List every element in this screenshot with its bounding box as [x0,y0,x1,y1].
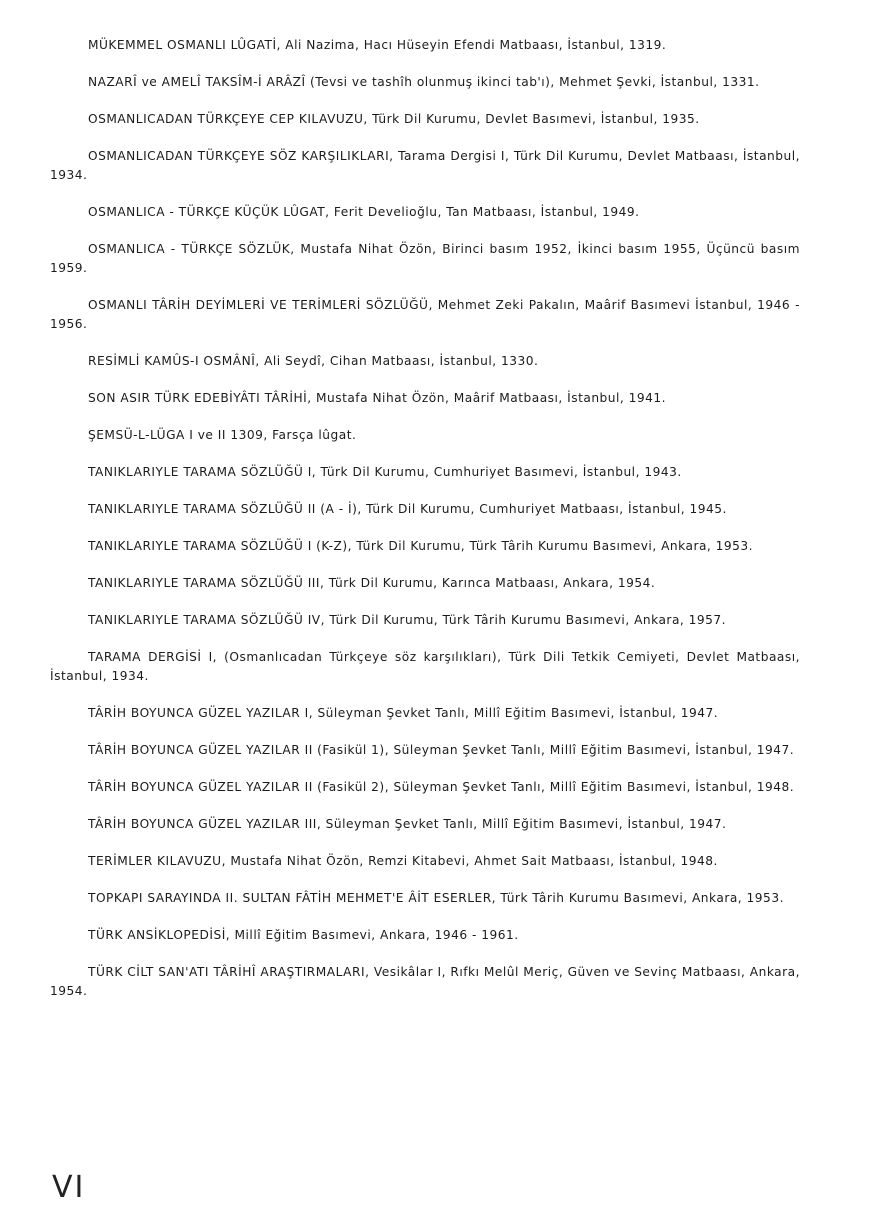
bibliography-entry: OSMANLICADAN TÜRKÇEYE CEP KILAVUZU, Türk Dil Kurumu, Devlet Basımevi, İstanbul, 1935. [88,112,700,126]
bibliography-entry: ŞEMSÜ-L-LÜGA I ve II 1309, Farsça lûgat. [88,428,357,442]
bibliography-entry: NAZARÎ ve AMELÎ TAKSÎM-İ ARÂZÎ (Tevsi ve tashîh olunmuş ikinci tab'ı), Mehmet Şevki, İstanbul, 1331. [88,75,760,89]
bibliography-entry: OSMANLICADAN TÜRKÇEYE SÖZ KARŞILIKLARI, Tarama Dergisi I, Türk Dil Kurumu, Devlet Matbaası, İstanbul, 1934. [50,149,800,182]
bibliography-entry: TÜRK CİLT SAN'ATI TÂRİHÎ ARAŞTIRMALARI, Vesikâlar I, Rıfkı Melûl Meriç, Güven ve Sevinç Matbaası, Ankara, 1954. [50,965,800,998]
page-number: VI [52,1170,86,1205]
bibliography-entry: TARAMA DERGİSİ I, (Osmanlıcadan Türkçeye söz karşılıkları), Türk Dili Tetkik Cemiyeti, Devlet Matbaası, İstanbul, 1934. [50,650,800,683]
bibliography-entry: TERİMLER KILAVUZU, Mustafa Nihat Özön, Remzi Kitabevi, Ahmet Sait Matbaası, İstanbul, 1948. [88,854,718,868]
bibliography-entry: OSMANLI TÂRİH DEYİMLERİ VE TERİMLERİ SÖZLÜĞÜ, Mehmet Zeki Pakalın, Maârif Basımevi İstanbul, 1946 - 1956. [50,298,800,331]
bibliography-entry: MÜKEMMEL OSMANLI LÛGATİ, Ali Nazima, Hacı Hüseyin Efendi Matbaası, İstanbul, 1319. [88,38,667,52]
bibliography-entry: TANIKLARIYLE TARAMA SÖZLÜĞÜ II (A - İ), Türk Dil Kurumu, Cumhuriyet Matbaası, İstanbul, 1945. [88,502,727,516]
bibliography-entry: TANIKLARIYLE TARAMA SÖZLÜĞÜ I (K-Z), Türk Dil Kurumu, Türk Târih Kurumu Basımevi, Ankara, 1953. [88,539,754,553]
bibliography-entry: TÂRİH BOYUNCA GÜZEL YAZILAR III, Süleyman Şevket Tanlı, Millî Eğitim Basımevi, İstanbul, 1947. [88,817,727,831]
bibliography-entry: RESİMLİ KAMÛS-I OSMÂNÎ, Ali Seydî, Cihan Matbaası, İstanbul, 1330. [88,354,539,368]
bibliography-list [50,36,800,1019]
bibliography-entry: OSMANLICA - TÜRKÇE SÖZLÜK, Mustafa Nihat Özön, Birinci basım 1952, İkinci basım 1955, Üçüncü basım 1959. [50,242,800,275]
bibliography-entry: TANIKLARIYLE TARAMA SÖZLÜĞÜ I, Türk Dil Kurumu, Cumhuriyet Basımevi, İstanbul, 1943. [88,465,682,479]
bibliography-entry: TOPKAPI SARAYINDA II. SULTAN FÂTİH MEHMET'E ÂİT ESERLER, Türk Târih Kurumu Basımevi, Ankara, 1953. [88,891,784,905]
bibliography-entry: TÂRİH BOYUNCA GÜZEL YAZILAR I, Süleyman Şevket Tanlı, Millî Eğitim Basımevi, İstanbul, 1947. [88,706,719,720]
bibliography-entry: TANIKLARIYLE TARAMA SÖZLÜĞÜ III, Türk Dil Kurumu, Karınca Matbaası, Ankara, 1954. [88,576,656,590]
bibliography-entry: TANIKLARIYLE TARAMA SÖZLÜĞÜ IV, Türk Dil Kurumu, Türk Târih Kurumu Basımevi, Ankara, 1957. [88,613,727,627]
bibliography-entry: TÂRİH BOYUNCA GÜZEL YAZILAR II (Fasikül 2), Süleyman Şevket Tanlı, Millî Eğitim Basımevi, İstanbul, 1948. [88,780,795,794]
bibliography-entry: OSMANLICA - TÜRKÇE KÜÇÜK LÛGAT, Ferit Develioğlu, Tan Matbaası, İstanbul, 1949. [88,205,640,219]
bibliography-entry: TÜRK ANSİKLOPEDİSİ, Millî Eğitim Basımevi, Ankara, 1946 - 1961. [88,928,519,942]
bibliography-entry: SON ASIR TÜRK EDEBİYÂTI TÂRİHİ, Mustafa Nihat Özön, Maârif Matbaası, İstanbul, 1941. [88,391,667,405]
bibliography-entry: TÂRİH BOYUNCA GÜZEL YAZILAR II (Fasikül 1), Süleyman Şevket Tanlı, Millî Eğitim Basımevi, İstanbul, 1947. [88,743,795,757]
